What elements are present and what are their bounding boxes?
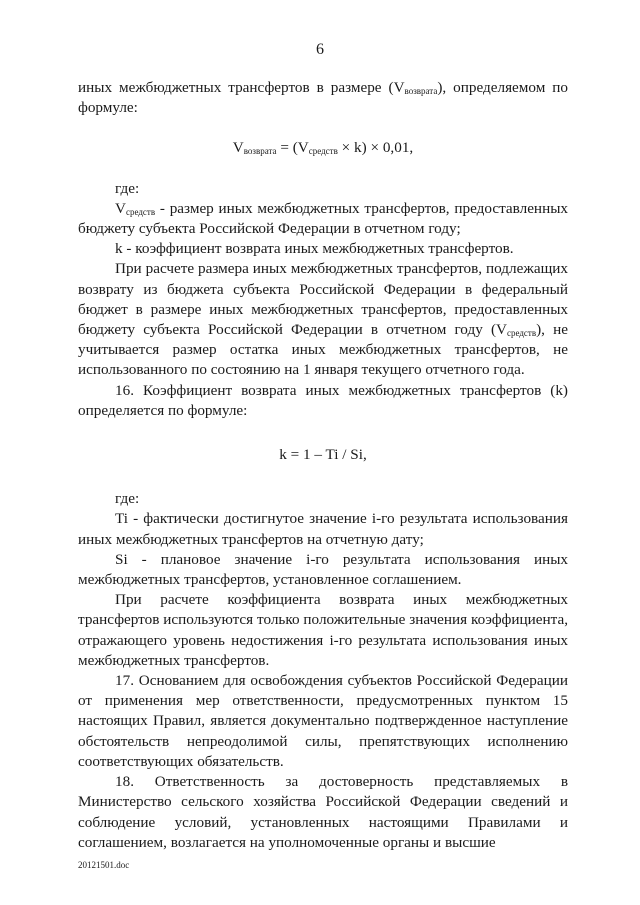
paragraph-16: 16. Коэффициент возврата иных межбюджетных трансфертов (k) определяется по формуле: bbox=[78, 381, 568, 419]
intro-text-b: ), определяемом по формуле: bbox=[78, 79, 569, 117]
note-paragraph-2: При расчете коэффициента возврата иных межбюджетных трансфертов используются только положительные значения коэффициента, отражающего уровень недостижения i-го результата использования иных межбюджетных трансфертов. bbox=[78, 591, 568, 669]
note1-text-a: При расчете размера иных межбюджетных трансфертов, подлежащих возврату из бюджета субъекта Российской Федерации в федеральный бюджет в размере иных межбюджетных трансфертов, предоставленных бюджету субъекта Российской Федерации в отчетном году (V bbox=[78, 260, 568, 339]
formula1-sub-return: возврата bbox=[243, 146, 277, 157]
note-paragraph-1 bbox=[78, 259, 568, 380]
formula1-sub-funds: средств bbox=[308, 146, 338, 157]
where-label-1: где: bbox=[115, 179, 140, 197]
formula-coefficient: k = 1 – Ti / Si, bbox=[279, 446, 367, 464]
where-label-2: где: bbox=[115, 490, 140, 508]
paragraph-18: 18. Ответственность за достоверность представляемых в Министерство сельского хозяйства Российской Федерации сведений и соблюдение условий, установленных настоящими Правилами и соглашением, возлагается на уполномоченные органы и высшие bbox=[78, 773, 568, 851]
paragraph-17: 17. Основанием для освобождения субъектов Российской Федерации от применения мер ответственности, предусмотренных пунктом 15 настоящих Правил, является документально подтвержденное наступление обстоятельств непреодолимой силы, препятствующих исполнению соответствующих обязательств. bbox=[78, 672, 568, 770]
def-v-text: - размер иных межбюджетных трансфертов, предоставленных бюджету субъекта Российской Федерации в отчетном году; bbox=[78, 199, 568, 238]
note1-text-b: ), не учитывается размер остатка иных межбюджетных трансфертов, не использованного по состоянию на 1 января текущего отчетного года. bbox=[78, 321, 568, 379]
intro-text-a: иных межбюджетных трансфертов в размере (V bbox=[78, 79, 405, 96]
def-v-symbol: V bbox=[115, 199, 126, 217]
def-v-subscript: средств bbox=[125, 206, 156, 217]
formula-return-amount bbox=[78, 138, 568, 158]
definition-k: k - коэффициент возврата иных межбюджетных трансфертов. bbox=[115, 240, 514, 258]
formula1-tail: × k) × 0,01, bbox=[337, 139, 414, 157]
intro-subscript: возврата bbox=[404, 86, 438, 96]
definition-si: Si - плановое значение i-го результата использования иных межбюджетных трансфертов, установленное соглашением. bbox=[78, 550, 568, 589]
file-name-footer: 20121501.doc bbox=[78, 860, 130, 870]
document-body bbox=[78, 78, 568, 853]
page-number: 6 bbox=[316, 41, 324, 58]
definition-v-funds bbox=[78, 199, 568, 239]
formula1-mid: = (V bbox=[276, 139, 309, 157]
formula1-v: V bbox=[232, 139, 244, 157]
intro-paragraph bbox=[78, 78, 568, 118]
note1-subscript: средств bbox=[506, 328, 537, 339]
definition-ti: Ti - фактически достигнутое значение i-го результата использования иных межбюджетных трансфертов на отчетную дату; bbox=[78, 510, 568, 548]
